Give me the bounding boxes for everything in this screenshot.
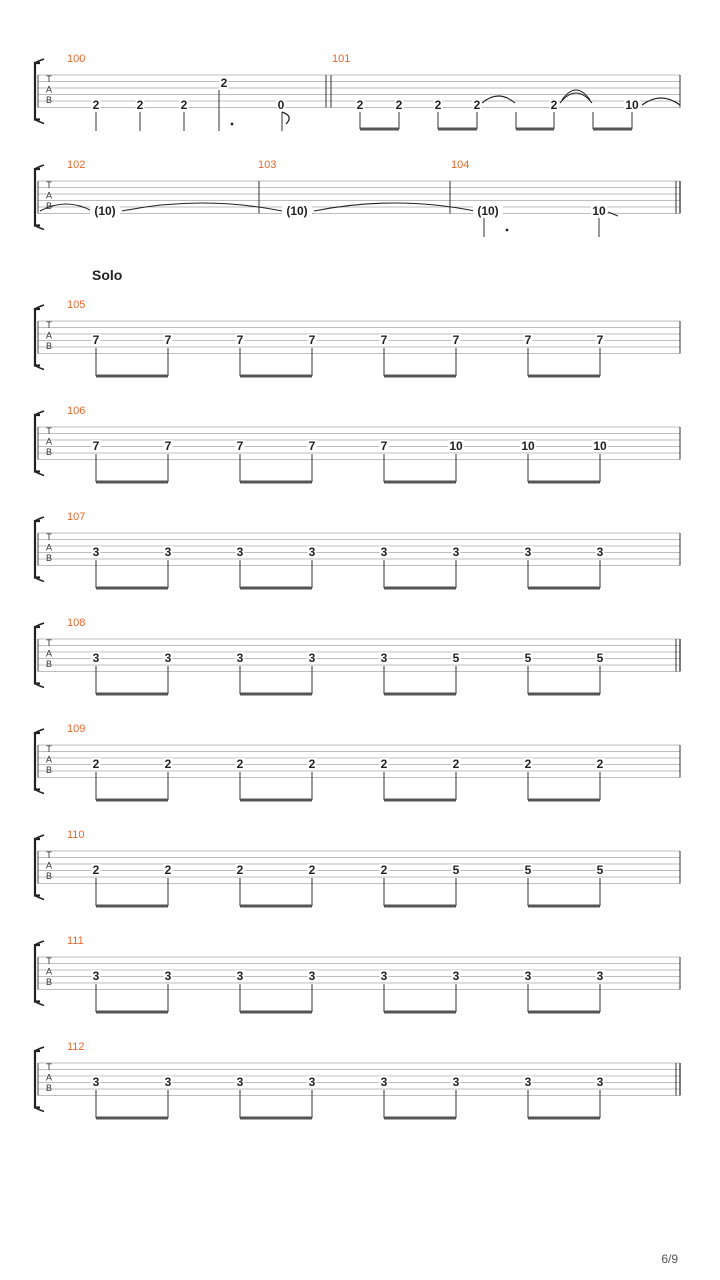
fret-number: 0 [277,98,285,112]
tab-clef-letter: T [46,638,52,648]
fret-number: 5 [524,863,532,877]
tab-clef-letter: B [45,977,53,987]
fret-number: 2 [434,98,442,112]
fret-number: 3 [596,545,604,559]
dot [231,123,234,126]
tab-clef-letter: T [46,1062,52,1072]
measure-number: 105 [67,299,86,311]
fret-number: 7 [92,333,100,347]
fret-number: 5 [596,651,604,665]
measure-number: 108 [67,617,86,629]
fret-number: 7 [164,439,172,453]
fret-number: 2 [92,863,100,877]
system-solo-107 [35,511,680,588]
fret-number: 3 [92,545,100,559]
tab-clef-letter: B [45,871,53,881]
tab-clef-letter: B [45,553,53,563]
fret-number: 3 [380,651,388,665]
fret-number: 2 [92,98,100,112]
fret-number: 7 [236,439,244,453]
tab-clef-letter: A [45,84,53,95]
bracket-hooks [35,59,44,124]
fret-number: 2 [596,757,604,771]
tie-arc [482,96,515,103]
system-1 [35,53,680,131]
tab-clef-letter: A [45,190,53,201]
fret-number: 3 [452,545,460,559]
tab-clef-letter: A [45,436,53,447]
fret-number: 5 [452,651,460,665]
fret-number: 3 [524,1075,532,1089]
fret-number: 3 [308,651,316,665]
fret-number: 3 [236,1075,244,1089]
tab-clef-letter: T [46,426,52,436]
fret-number: 2 [550,98,558,112]
fret-number: 7 [380,333,388,347]
tab-clef-letter: B [45,447,53,457]
fret-number: 2 [395,98,403,112]
fret-number: 2 [524,757,532,771]
measure-number: 112 [67,1041,85,1053]
system-solo-108 [35,617,680,694]
fret-number: 10 [592,204,606,218]
fret-number: 2 [236,757,244,771]
tab-clef-letter: A [45,542,53,553]
system-solo-105 [35,299,680,376]
fret-number: 2 [92,757,100,771]
fret-number: 7 [524,333,532,347]
tab-clef-letter: T [46,956,52,966]
fret-number: 3 [380,1075,388,1089]
fret-number: 7 [308,333,316,347]
fret-number: 3 [92,969,100,983]
tab-clef-letter: B [45,341,53,351]
fret-number: 7 [92,439,100,453]
fret-number: 2 [164,757,172,771]
fret-number: 3 [164,651,172,665]
bracket-hooks [35,623,44,688]
dot [506,229,509,232]
section-label-solo: Solo [92,267,123,283]
fret-number: (10) [94,204,116,218]
fret-number: 3 [524,969,532,983]
fret-number: 7 [380,439,388,453]
system-solo-111 [35,935,680,1012]
fret-number: 7 [308,439,316,453]
tab-clef-letter: A [45,1072,53,1083]
fret-number: 2 [473,98,481,112]
fret-number: 2 [220,76,228,90]
bracket-hooks [35,941,44,1006]
tab-clef-letter: A [45,966,53,977]
fret-number: 5 [596,863,604,877]
fret-number: 10 [593,439,607,453]
fret-number: 2 [380,863,388,877]
tab-clef-letter: A [45,754,53,765]
fret-number: 3 [164,969,172,983]
tab-clef-letter: T [46,744,52,754]
tab-clef-letter: B [45,765,53,775]
tab-systems [35,53,680,1118]
system-2 [35,159,680,237]
fret-number: 3 [596,969,604,983]
measure-number: 101 [332,53,351,65]
bracket-hooks [35,165,44,230]
measure-number: 110 [67,829,85,841]
bracket-hooks [35,729,44,794]
measure-number: 111 [67,935,84,947]
tab-clef-letter: B [45,1083,53,1093]
fret-number: 3 [236,545,244,559]
fret-number: 3 [524,545,532,559]
tab-clef-letter: A [45,648,53,659]
fret-number: 10 [625,98,639,112]
measure-number: 103 [258,159,277,171]
fret-number: 2 [380,757,388,771]
system-solo-110 [35,829,680,906]
bracket-hooks [35,305,44,370]
fret-number: 3 [308,969,316,983]
fret-number: (10) [286,204,308,218]
fret-number: 2 [164,863,172,877]
fret-number: 2 [308,757,316,771]
tab-clef-letter: B [45,95,53,105]
fret-number: 7 [596,333,604,347]
fret-number: 3 [308,545,316,559]
system-solo-106 [35,405,680,482]
tab-clef-letter: T [46,74,52,84]
measure-number: 107 [67,511,86,523]
measure-number: 100 [67,53,86,65]
bracket-hooks [35,1047,44,1112]
fret-number: 2 [236,863,244,877]
fret-number: 3 [164,1075,172,1089]
system-solo-109 [35,723,680,800]
fret-number: 3 [380,969,388,983]
fret-number: 7 [164,333,172,347]
fret-number: 2 [136,98,144,112]
tab-clef-letter: T [46,320,52,330]
fret-number: 5 [524,651,532,665]
bracket-hooks [35,517,44,582]
fret-number: 2 [452,757,460,771]
tab-clef-letter: T [46,180,52,190]
tab-clef-letter: T [46,532,52,542]
fret-number: 3 [308,1075,316,1089]
fret-number: 2 [180,98,188,112]
tab-clef-letter: A [45,330,53,341]
measure-number: 104 [451,159,470,171]
fret-number: 3 [92,1075,100,1089]
fret-number: 7 [236,333,244,347]
fret-number: (10) [477,204,499,218]
flag [282,112,289,124]
page-number: 6/9 [661,1252,678,1266]
bracket-hooks [35,835,44,900]
fret-number: 7 [452,333,460,347]
measure-number: 106 [67,405,86,417]
fret-number: 10 [449,439,463,453]
fret-number: 3 [164,545,172,559]
fret-number: 3 [236,651,244,665]
tab-clef-letter: T [46,850,52,860]
measure-number: 102 [67,159,86,171]
fret-number: 2 [308,863,316,877]
fret-number: 3 [596,1075,604,1089]
fret-number: 3 [236,969,244,983]
fret-number: 5 [452,863,460,877]
measure-number: 109 [67,723,86,735]
system-solo-112 [35,1041,680,1118]
bracket-hooks [35,411,44,476]
tab-clef-letter: A [45,860,53,871]
fret-number: 3 [380,545,388,559]
fret-number: 2 [356,98,364,112]
tab-clef-letter: B [45,659,53,669]
tab-clef-letter: B [45,201,53,211]
fret-number: 3 [452,1075,460,1089]
fret-number: 10 [521,439,535,453]
fret-number: 3 [452,969,460,983]
fret-number: 3 [92,651,100,665]
